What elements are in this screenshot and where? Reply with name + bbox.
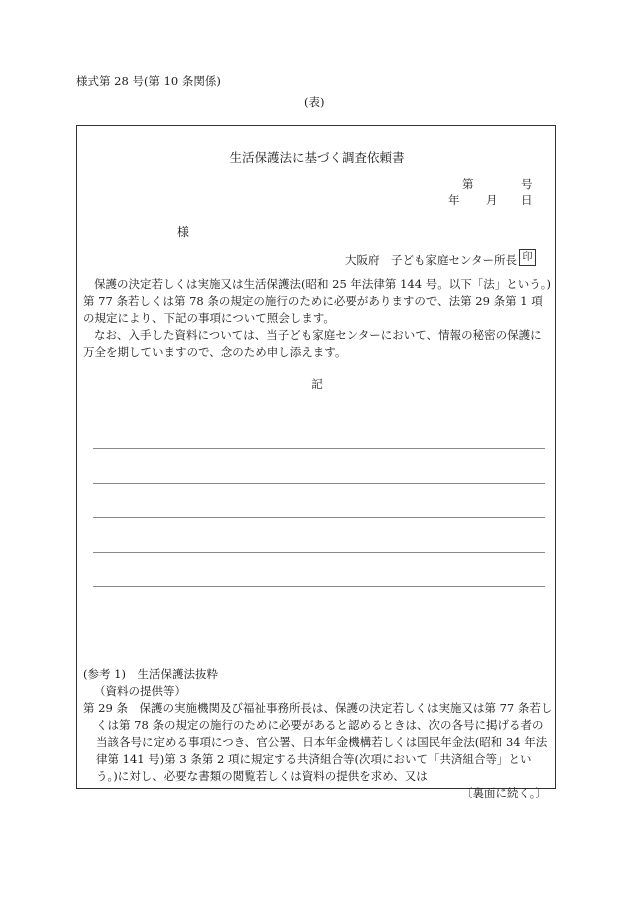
continued-note: 〔裏面に続く。〕 bbox=[460, 786, 547, 800]
number-prefix: 第 bbox=[462, 177, 474, 191]
face-label: (表) bbox=[304, 95, 325, 109]
entry-line-1[interactable] bbox=[93, 448, 545, 449]
addressee-suffix: 様 bbox=[177, 225, 190, 239]
date-day-label: 日 bbox=[521, 193, 533, 207]
form-frame bbox=[76, 125, 556, 800]
seal-stamp: 印 bbox=[519, 249, 536, 266]
sender-name: 大阪府 子ども家庭センター所長 bbox=[345, 253, 518, 267]
form-number: 様式第 28 号(第 10 条関係) bbox=[76, 74, 221, 88]
article-text-rest: くは第 78 条の規定の施行のために必要があると認めるときは、次の各号に掲げる者の当該各号に定める事項につき、官公署、日本年金機構若しくは国民年金法(昭和 34 年法律第 141 号)第 3 条第 2 項に規定する共済組合等(次項において「共済組合等」という。)に対し、必要な書類の閲覧若しくは資料の提供を求め、又は bbox=[96, 718, 548, 783]
entry-line-5[interactable] bbox=[93, 586, 545, 587]
ki-heading: 記 bbox=[311, 377, 323, 391]
reference-excerpt bbox=[83, 666, 551, 802]
reference-heading: (参考 1) 生活保護法抜粋 bbox=[83, 667, 218, 681]
article-label: 第 29 条 bbox=[83, 701, 128, 715]
body-paragraph-1: 保護の決定若しくは実施又は生活保護法(昭和 25 年法律第 144 号。以下「法」という。)第 77 条若しくは第 78 条の規定の施行のために必要がありますので、法第 29 条第 1 項の規定により、下記の事項について照会します。 bbox=[83, 277, 551, 325]
body-paragraph-2: なお、入手した資料については、当子ども家庭センターにおいて、情報の秘密の保護に万全を期していますので、念のため申し添えます。 bbox=[83, 328, 542, 359]
entry-line-2[interactable] bbox=[93, 483, 545, 484]
entry-line-3[interactable] bbox=[93, 517, 545, 518]
document-title: 生活保護法に基づく調査依頼書 bbox=[229, 150, 405, 165]
request-body bbox=[83, 276, 551, 361]
entry-line-4[interactable] bbox=[93, 552, 545, 553]
date-year-label: 年 bbox=[448, 193, 460, 207]
article-first-line bbox=[83, 700, 551, 717]
date-month-label: 月 bbox=[486, 193, 498, 207]
article-text-first: 保護の実施機関及び福祉事務所長は、保護の決定若しくは実施又は第 77 条若し bbox=[139, 701, 553, 715]
number-suffix: 号 bbox=[521, 177, 533, 191]
reference-subheading: （資料の提供等） bbox=[94, 684, 186, 698]
